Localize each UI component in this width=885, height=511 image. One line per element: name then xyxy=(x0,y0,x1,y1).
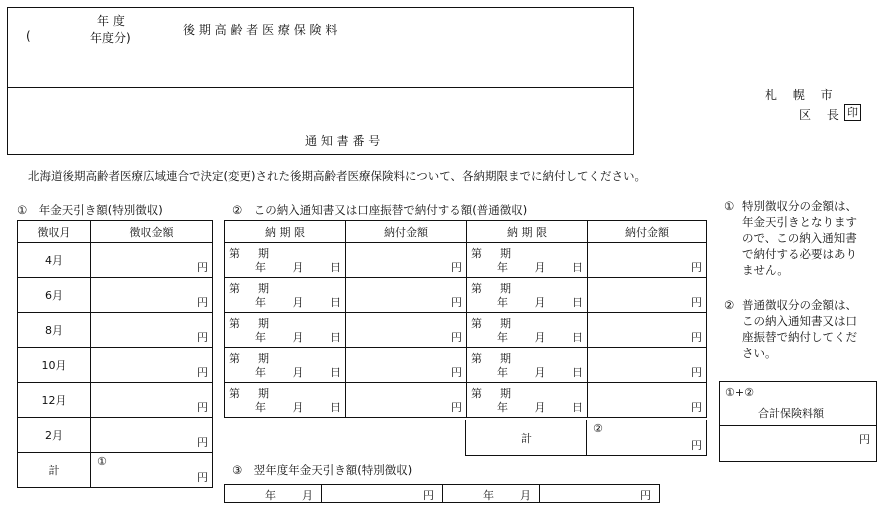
table-row xyxy=(225,348,707,383)
due-date-field[interactable] xyxy=(225,278,346,313)
fiscal-year-label: 年 度 xyxy=(97,14,125,28)
yen-unit: 円 xyxy=(197,366,208,379)
amount-field[interactable] xyxy=(91,243,213,278)
note-line: 普通徴収分の金額は、 xyxy=(742,298,857,312)
table-row xyxy=(18,383,213,418)
yen-unit: 円 xyxy=(640,489,651,502)
amount-field[interactable] xyxy=(540,485,660,503)
ordinary-payment-table xyxy=(224,220,707,418)
grand-total-mark: ①+② xyxy=(725,386,754,399)
header-divider xyxy=(7,87,634,88)
year-unit: 年 xyxy=(255,401,266,414)
year-unit: 年 xyxy=(497,261,508,274)
note-line: この納入通知書又は口 xyxy=(742,314,857,328)
intro-text: 北海道後期高齢者医療広域連合で決定(変更)された後期高齢者医療保険料について、各納期限までに納付してください。 xyxy=(28,169,647,183)
amount-field[interactable] xyxy=(346,348,467,383)
amount-field[interactable] xyxy=(346,383,467,418)
city-name: 札 幌 市 xyxy=(765,88,839,102)
due-date-field[interactable] xyxy=(225,348,346,383)
due-date-field[interactable] xyxy=(467,278,588,313)
month-unit: 月 xyxy=(534,331,546,344)
note-special-collection xyxy=(724,198,880,278)
month-unit: 月 xyxy=(292,331,304,344)
year-unit: 年 xyxy=(497,296,508,309)
section3-title: ③ 翌年度年金天引き額(特別徴収) xyxy=(232,463,413,477)
yen-unit: 円 xyxy=(197,401,208,414)
note-number: ② xyxy=(724,298,735,312)
day-unit: 日 xyxy=(572,401,583,414)
period-label: 第期 xyxy=(229,247,287,260)
section2-title: ② この納入通知書又は口座振替で納付する額(普通徴収) xyxy=(232,203,528,217)
note-line: ません。 xyxy=(742,263,789,277)
yen-unit: 円 xyxy=(691,261,702,274)
day-unit: 日 xyxy=(572,331,583,344)
year-unit: 年 xyxy=(497,331,508,344)
grand-total-box xyxy=(719,381,877,462)
amount-field[interactable] xyxy=(322,485,443,503)
day-unit: 日 xyxy=(572,366,583,379)
total-label: 計 xyxy=(521,432,532,445)
amount-field[interactable] xyxy=(91,278,213,313)
note-line: ので、この納入通知書 xyxy=(742,231,857,245)
amount-field[interactable] xyxy=(588,278,707,313)
yen-unit: 円 xyxy=(451,261,462,274)
due-date-field[interactable] xyxy=(225,383,346,418)
col-header-amount: 納付金額 xyxy=(346,221,467,243)
year-unit: 年 xyxy=(255,331,266,344)
table-row xyxy=(225,485,660,503)
yen-unit: 円 xyxy=(451,296,462,309)
table-row xyxy=(225,243,707,278)
total-amount-field[interactable] xyxy=(91,453,213,488)
month-cell: 2月 xyxy=(18,418,91,453)
month-unit: 月 xyxy=(292,366,304,379)
month-unit: 月 xyxy=(292,296,304,309)
period-label: 第期 xyxy=(229,317,287,330)
fiscal-year-portion-label: 年度分) xyxy=(90,31,131,45)
period-label: 第期 xyxy=(229,282,287,295)
grand-total-label: 合計保険料額 xyxy=(758,407,824,420)
yen-unit: 円 xyxy=(423,489,434,502)
year-unit: 年 xyxy=(483,489,494,502)
ward-mayor: 区 長 xyxy=(799,108,845,122)
period-label: 第期 xyxy=(471,247,529,260)
table-row xyxy=(18,243,213,278)
due-date-field[interactable] xyxy=(467,313,588,348)
yen-unit: 円 xyxy=(197,436,208,449)
year-unit: 年 xyxy=(497,401,508,414)
year-month-field[interactable] xyxy=(225,485,322,503)
month-unit: 月 xyxy=(292,401,304,414)
next-year-deduction-table xyxy=(224,484,660,503)
amount-field[interactable] xyxy=(588,313,707,348)
due-date-field[interactable] xyxy=(467,243,588,278)
year-unit: 年 xyxy=(255,366,266,379)
yen-unit: 円 xyxy=(451,331,462,344)
amount-field[interactable] xyxy=(588,383,707,418)
amount-field[interactable] xyxy=(91,418,213,453)
month-cell: 4月 xyxy=(18,243,91,278)
ordinary-total-label-cell xyxy=(466,420,587,455)
yen-unit: 円 xyxy=(691,331,702,344)
note-line: さい。 xyxy=(742,346,777,360)
month-unit: 月 xyxy=(534,296,546,309)
month-unit: 月 xyxy=(534,261,546,274)
col-header-amount: 納付金額 xyxy=(588,221,707,243)
yen-unit: 円 xyxy=(691,401,702,414)
note-line: 特別徴収分の金額は、 xyxy=(742,199,857,213)
amount-field[interactable] xyxy=(588,243,707,278)
total-label: 計 xyxy=(18,453,91,488)
day-unit: 日 xyxy=(572,296,583,309)
month-cell: 8月 xyxy=(18,313,91,348)
yen-unit: 円 xyxy=(691,366,702,379)
note-line: 座振替で納付してくだ xyxy=(742,330,857,344)
day-unit: 日 xyxy=(330,331,341,344)
total-row xyxy=(18,453,213,488)
yen-unit: 円 xyxy=(859,433,870,446)
document-title: 後 期 高 齢 者 医 療 保 険 料 xyxy=(183,23,338,37)
year-unit: 年 xyxy=(265,489,276,502)
day-unit: 日 xyxy=(330,366,341,379)
period-label: 第期 xyxy=(229,352,287,365)
year-unit: 年 xyxy=(255,261,266,274)
day-unit: 日 xyxy=(330,296,341,309)
amount-field[interactable] xyxy=(91,383,213,418)
paren-open: ( xyxy=(26,29,31,43)
notice-number-label: 通 知 書 番 号 xyxy=(305,134,381,148)
col-header-due: 納 期 限 xyxy=(225,221,346,243)
yen-unit: 円 xyxy=(197,331,208,344)
ordinary-total-amount-field[interactable] xyxy=(587,420,706,455)
month-unit: 月 xyxy=(534,366,546,379)
yen-unit: 円 xyxy=(197,296,208,309)
due-date-field[interactable] xyxy=(467,348,588,383)
yen-unit: 円 xyxy=(451,401,462,414)
due-date-field[interactable] xyxy=(225,313,346,348)
year-unit: 年 xyxy=(255,296,266,309)
table-row xyxy=(18,313,213,348)
period-label: 第期 xyxy=(471,387,529,400)
month-cell: 6月 xyxy=(18,278,91,313)
table-row xyxy=(18,348,213,383)
amount-field[interactable] xyxy=(91,313,213,348)
col-header-due: 納 期 限 xyxy=(467,221,588,243)
amount-field[interactable] xyxy=(346,278,467,313)
yen-unit: 円 xyxy=(451,366,462,379)
table-row xyxy=(225,278,707,313)
yen-unit: 円 xyxy=(197,261,208,274)
period-label: 第期 xyxy=(471,317,529,330)
month-unit: 月 xyxy=(302,489,313,502)
period-label: 第期 xyxy=(471,352,529,365)
pension-deduction-table xyxy=(17,220,213,488)
amount-field[interactable] xyxy=(346,243,467,278)
day-unit: 日 xyxy=(572,261,583,274)
col-header-month: 徴収月 xyxy=(18,221,91,243)
month-unit: 月 xyxy=(520,489,531,502)
table-row xyxy=(18,418,213,453)
due-date-field[interactable] xyxy=(467,383,588,418)
note-line: 年金天引きとなります xyxy=(742,215,857,229)
period-label: 第期 xyxy=(229,387,287,400)
month-unit: 月 xyxy=(292,261,304,274)
amount-field[interactable] xyxy=(346,313,467,348)
year-month-field[interactable] xyxy=(443,485,540,503)
grand-total-amount-field[interactable] xyxy=(720,426,876,461)
yen-unit: 円 xyxy=(691,439,702,452)
period-label: 第期 xyxy=(471,282,529,295)
table-row xyxy=(225,383,707,418)
table-row xyxy=(225,313,707,348)
month-cell: 12月 xyxy=(18,383,91,418)
day-unit: 日 xyxy=(330,401,341,414)
note-number: ① xyxy=(724,199,735,213)
total-mark: ② xyxy=(593,422,603,435)
section1-title: ① 年金天引き額(特別徴収) xyxy=(17,203,163,217)
note-ordinary-collection xyxy=(724,297,880,361)
day-unit: 日 xyxy=(330,261,341,274)
amount-field[interactable] xyxy=(91,348,213,383)
year-unit: 年 xyxy=(497,366,508,379)
yen-unit: 円 xyxy=(691,296,702,309)
yen-unit: 円 xyxy=(197,471,208,484)
month-unit: 月 xyxy=(534,401,546,414)
due-date-field[interactable] xyxy=(225,243,346,278)
ordinary-total-row xyxy=(465,420,707,456)
amount-field[interactable] xyxy=(588,348,707,383)
table-row xyxy=(18,278,213,313)
seal-stamp: 印 xyxy=(844,104,861,121)
note-line: で納付する必要はあり xyxy=(742,247,857,261)
total-mark: ① xyxy=(97,455,107,468)
col-header-amount: 徴収金額 xyxy=(91,221,213,243)
month-cell: 10月 xyxy=(18,348,91,383)
